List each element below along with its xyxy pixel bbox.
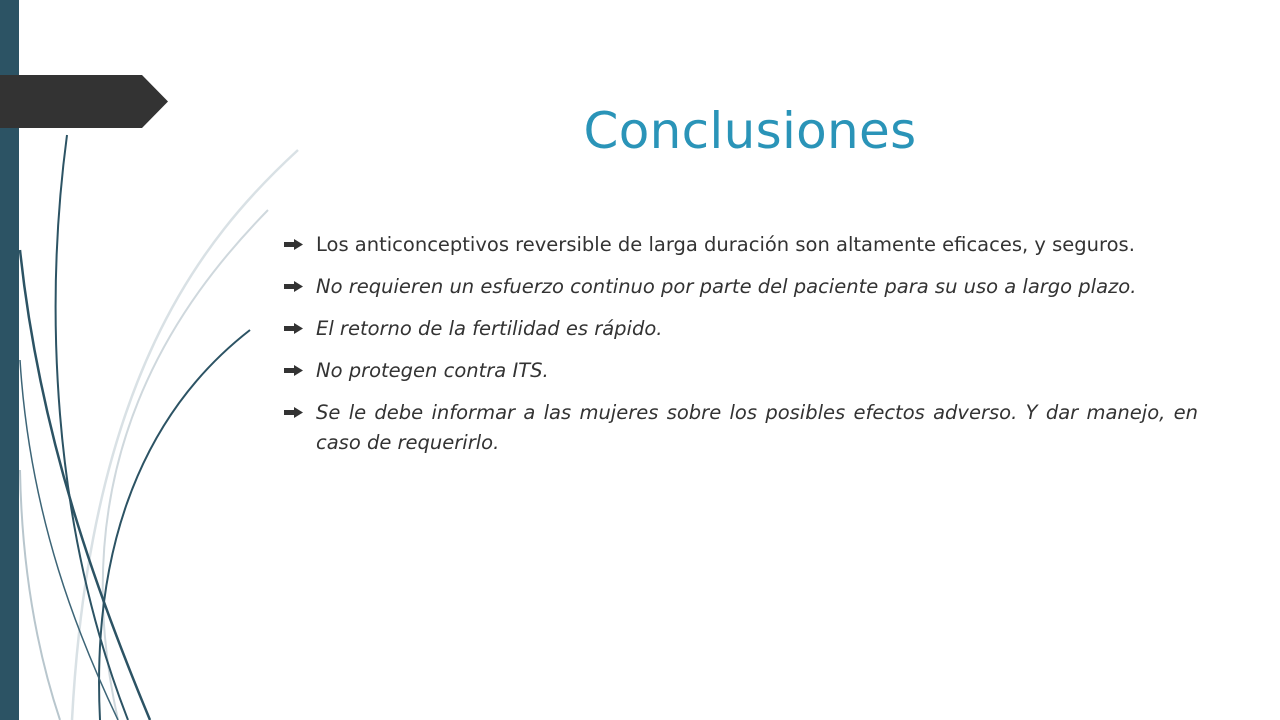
bullet-item: [284, 230, 1198, 260]
bullet-item: [284, 314, 1198, 344]
bullet-item: [284, 356, 1198, 386]
slide-title: Conclusiones: [583, 101, 917, 160]
bullet-list: [284, 230, 1198, 470]
bullet-text: No protegen contra ITS.: [316, 359, 549, 382]
arrow-right-icon: [284, 323, 303, 334]
bullet-item: [284, 272, 1198, 302]
bullet-text: No requieren un esfuerzo continuo por parte del paciente para su uso a largo plazo.: [316, 275, 1137, 298]
arrow-right-icon: [284, 281, 303, 292]
bullet-item: [284, 398, 1198, 458]
arrow-right-icon: [284, 407, 303, 418]
title-tab-shape: [0, 75, 168, 128]
arrow-right-icon: [284, 365, 303, 376]
bullet-text: El retorno de la fertilidad es rápido.: [316, 317, 663, 340]
bullet-text: Se le debe informar a las mujeres sobre los posibles efectos adverso. Y dar manejo, en caso de requerirlo.: [316, 401, 1198, 454]
bullet-text: Los anticonceptivos reversible de larga duración son altamente eficaces, y seguros.: [316, 233, 1135, 256]
arrow-right-icon: [284, 239, 303, 250]
